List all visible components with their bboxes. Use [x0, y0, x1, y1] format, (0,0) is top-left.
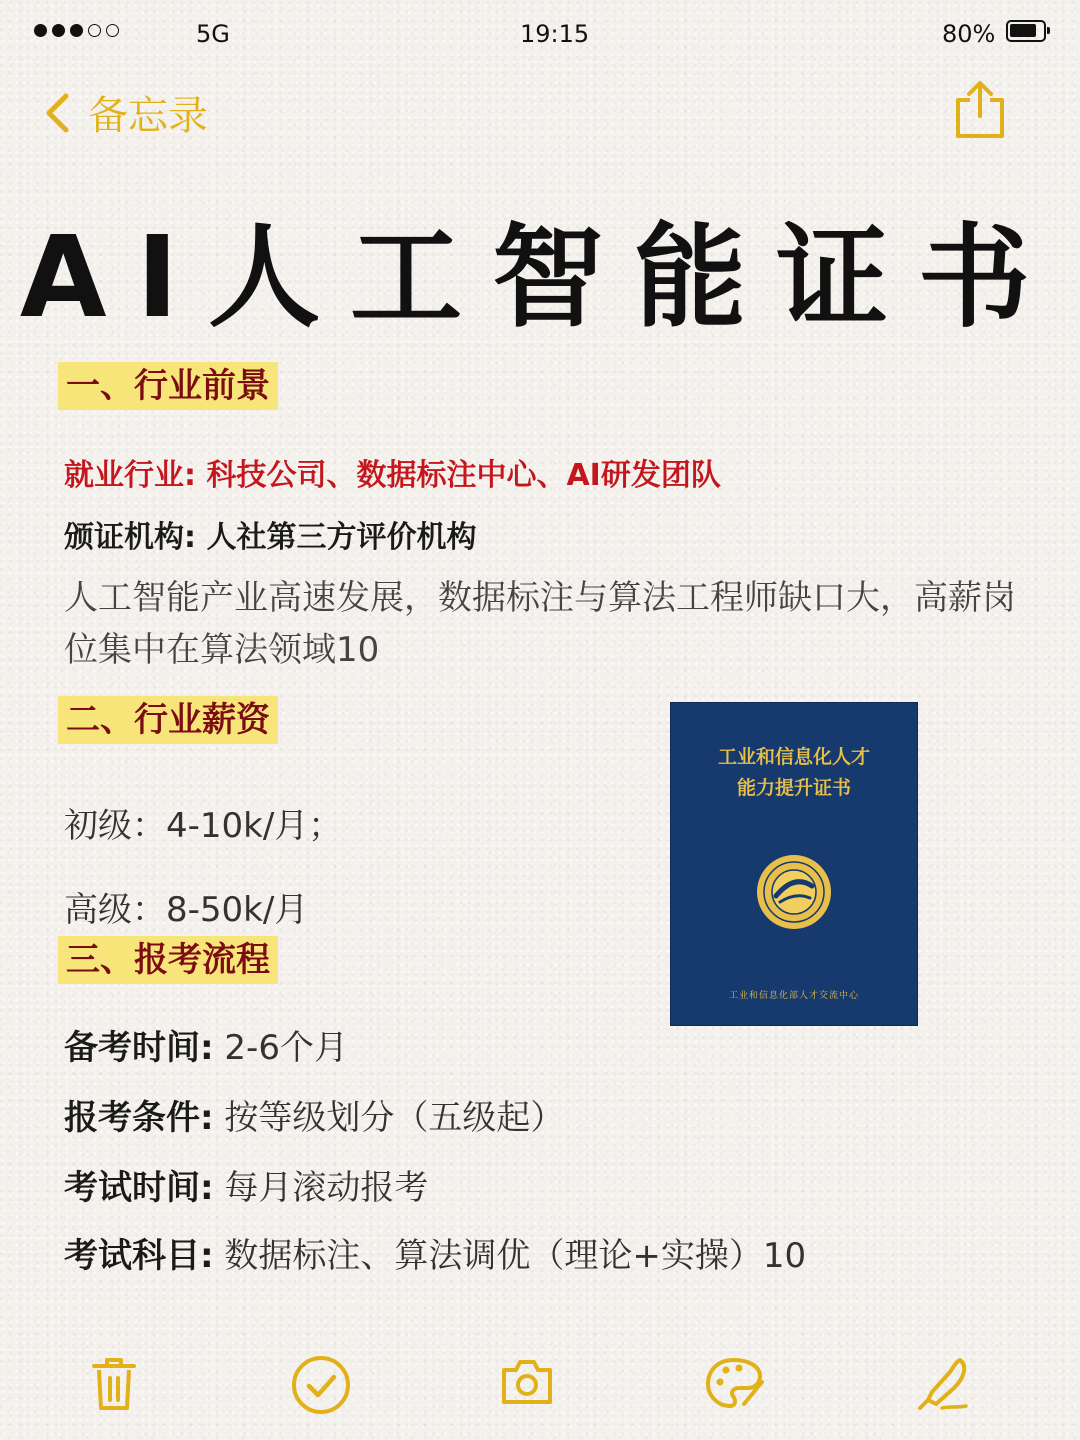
certificate-image — [670, 702, 918, 1026]
info-value: 数据标注、算法调优（理论+实操）10 — [224, 1236, 807, 1276]
info-row-prep-time — [64, 1020, 348, 1069]
info-row-conditions — [64, 1090, 564, 1139]
info-row-subjects — [64, 1228, 806, 1277]
share-icon[interactable] — [950, 78, 1010, 144]
outlook-paragraph: 人工智能产业高速发展，数据标注与算法工程师缺口大，高薪岗位集中在算法领域10 — [64, 578, 1016, 670]
back-label: 备忘录 — [88, 93, 208, 139]
chevron-left-icon — [44, 92, 70, 134]
issuer-row — [64, 512, 476, 556]
certificate-footer: 工业和信息化部人才交流中心 — [728, 991, 859, 1001]
section-heading-salary: 二、行业薪资 — [58, 696, 278, 744]
carrier-label: 5G — [196, 20, 230, 48]
status-bar — [0, 0, 1080, 70]
info-key: 考试时间: — [64, 1168, 214, 1208]
page-title: AI人工智能证书 — [19, 213, 1061, 343]
salary-senior: 高级：8-50k/月 — [64, 890, 309, 930]
certificate-title-line2: 能力提升证书 — [736, 777, 851, 799]
signal-strength-icon — [34, 24, 119, 37]
camera-icon[interactable] — [500, 1356, 554, 1410]
certificate-title — [670, 742, 918, 804]
info-value: 按等级划分（五级起） — [224, 1098, 565, 1138]
employment-row — [64, 450, 721, 494]
emblem-icon — [754, 852, 834, 932]
battery-percent: 80% — [942, 20, 996, 48]
checkmark-circle-icon[interactable] — [290, 1354, 352, 1420]
back-button[interactable] — [44, 84, 208, 141]
status-time: 19:15 — [520, 20, 590, 48]
issuer-value: 人社第三方评价机构 — [206, 520, 477, 555]
certificate-title-line1: 工业和信息化人才 — [717, 746, 870, 768]
salary-junior: 初级：4-10k/月； — [64, 806, 343, 846]
info-value: 2-6个月 — [224, 1028, 348, 1068]
section-heading-process: 三、报考流程 — [58, 936, 278, 984]
info-key: 报考条件: — [64, 1098, 214, 1138]
battery-icon — [1006, 20, 1046, 42]
employment-key: 就业行业: — [64, 458, 196, 493]
issuer-key: 颁证机构: — [64, 520, 196, 555]
trash-icon[interactable] — [90, 1356, 138, 1416]
employment-value: 科技公司、数据标注中心、AI研发团队 — [206, 458, 721, 493]
info-row-exam-time — [64, 1160, 428, 1209]
pen-icon[interactable] — [916, 1356, 970, 1416]
info-value: 每月滚动报考 — [224, 1168, 429, 1208]
section-heading-outlook: 一、行业前景 — [58, 362, 278, 410]
info-key: 考试科目: — [64, 1236, 214, 1276]
info-key: 备考时间: — [64, 1028, 214, 1068]
palette-icon[interactable] — [704, 1356, 766, 1416]
